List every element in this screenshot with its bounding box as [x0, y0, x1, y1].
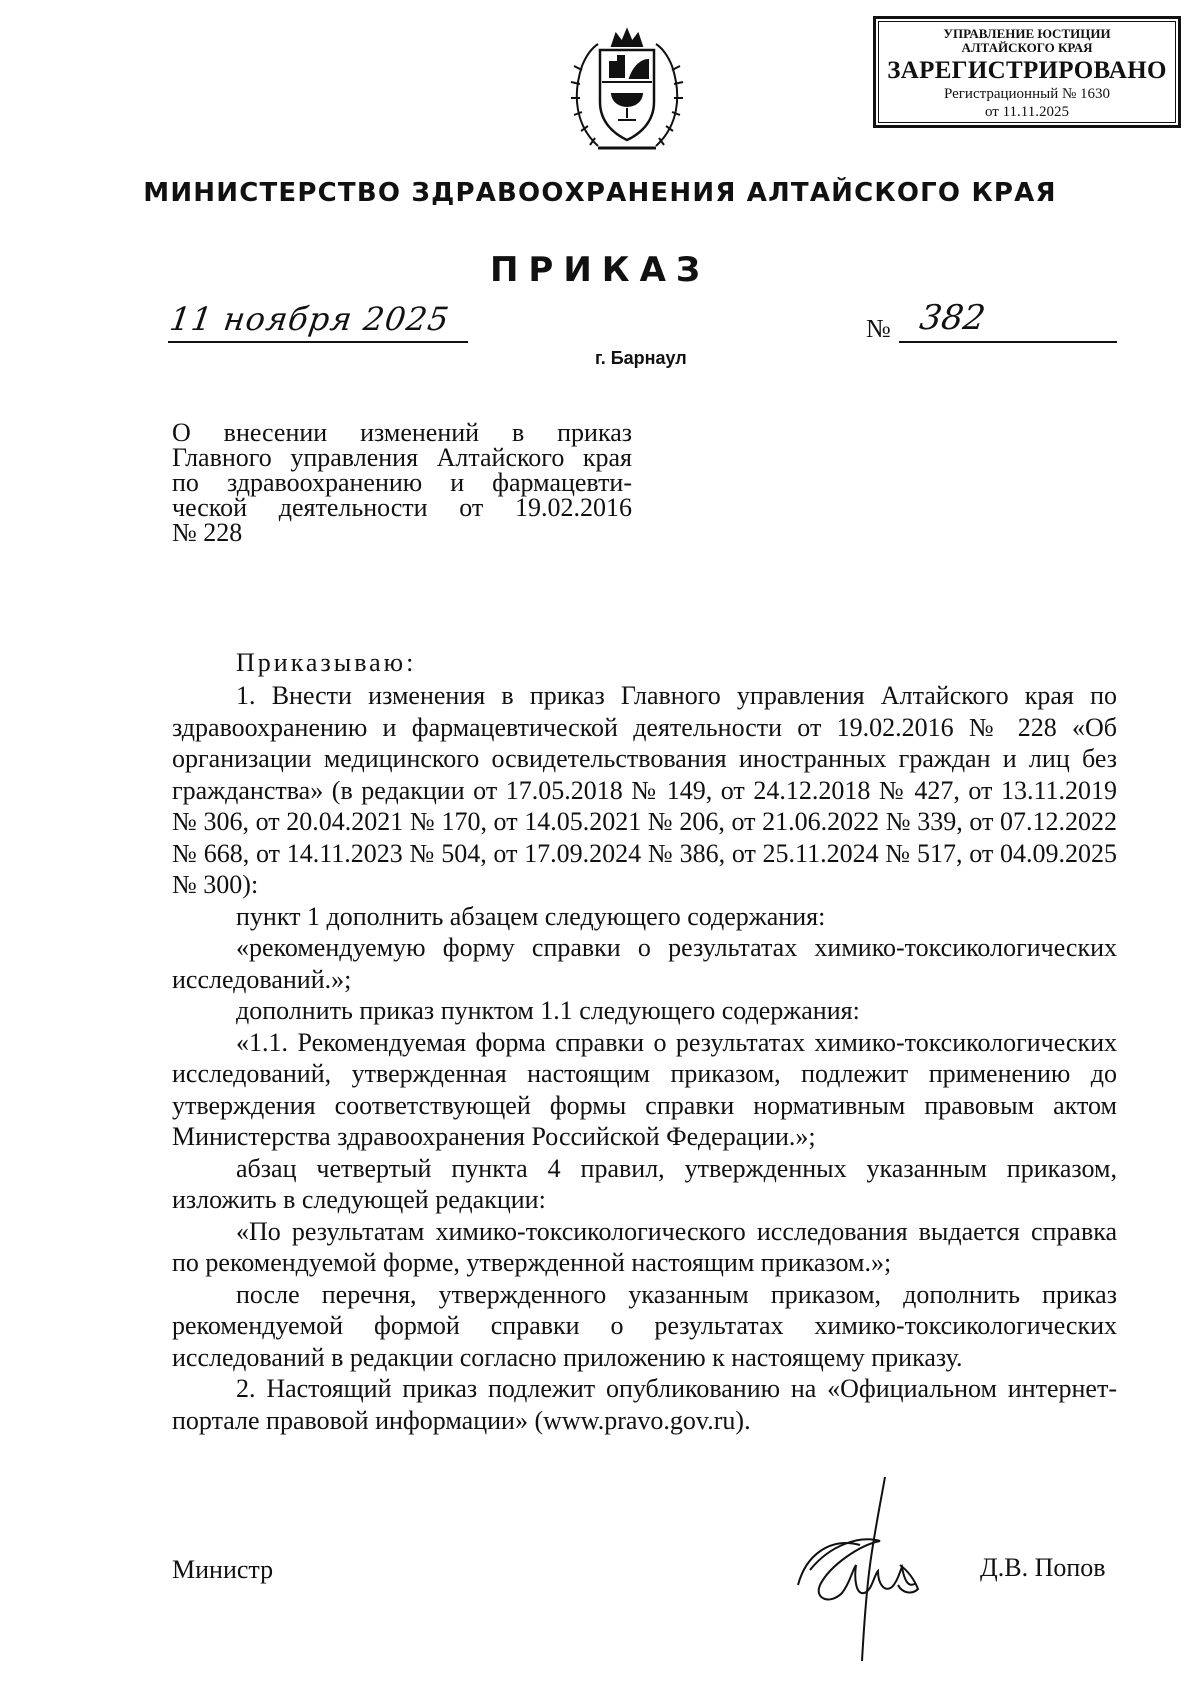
signatory-name: Д.В. Попов: [980, 1553, 1106, 1582]
paragraph: «рекомендуемую форму справки о результатах химико-токсикологических исследований.»;: [172, 933, 1117, 994]
order-word: Приказываю:: [236, 648, 417, 677]
paragraph: «По результатам химико-токсикологического исследования выдается справка по рекомендуемой форме, утвержденной настоящим приказом.»;: [172, 1216, 1117, 1277]
paragraph: дополнить приказ пунктом 1.1 следующего содержания:: [236, 996, 860, 1025]
paragraph: после перечня, утвержденного указанным приказом, дополнить приказ рекомендуемой формой справки о результатах химико-токсикологических исследований в редакции согласно приложению к настоящему приказу.: [172, 1279, 1117, 1372]
document-type: ПРИКАЗ: [489, 250, 711, 290]
number-sign: №: [866, 314, 891, 343]
stamp-reg-date: от 11.11.2025: [985, 104, 1069, 120]
order-body: [172, 680, 1117, 1436]
registration-stamp: [873, 16, 1181, 128]
city: г. Барнаул: [595, 348, 687, 368]
subject-line: ческой деятельности от 19.02.2016: [172, 493, 632, 522]
subject-line: О внесении изменений в приказ: [172, 418, 632, 447]
paragraph: 2. Настоящий приказ подлежит опубликованию на «Официальном интернет-портале правовой информации» (www.pravo.gov.ru).: [172, 1374, 1117, 1435]
subject-line: по здравоохранению и фармацевти-: [172, 468, 632, 497]
ministry-title: МИНИСТЕРСТВО ЗДРАВООХРАНЕНИЯ АЛТАЙСКОГО КРАЯ: [143, 178, 1057, 208]
subject-line: № 228: [172, 518, 243, 547]
number-underline: [899, 341, 1117, 343]
stamp-registered: ЗАРЕГИСТРИРОВАНО: [887, 57, 1167, 84]
stamp-org-line2: АЛТАЙСКОГО КРАЯ: [961, 40, 1093, 55]
signature-icon: [790, 1475, 950, 1665]
paragraph: «1.1. Рекомендуемая форма справки о результатах химико-токсикологических исследований, утвержденная настоящим приказом, подлежит применению до утверждения соответствующей формы справки нормативным правовым актом Министерства здравоохранения Российской Федерации.»;: [172, 1027, 1117, 1151]
paragraph: абзац четвертый пункта 4 правил, утвержденных указанным приказом, изложить в следующей редакции:: [172, 1153, 1117, 1214]
stamp-reg-number: Регистрационный № 1630: [943, 86, 1111, 102]
order-subject: [172, 420, 632, 545]
handwritten-date: 11 ноября 2025: [167, 300, 452, 338]
date-underline: [168, 341, 468, 343]
coat-of-arms-icon: [568, 26, 686, 162]
stamp-org-line1: УПРАВЛЕНИЕ ЮСТИЦИИ: [943, 26, 1111, 41]
signatory-position: Министр: [172, 1555, 274, 1584]
paragraph: 1. Внести изменения в приказ Главного управления Алтайского края по здравоохранению и фармацевтической деятельности от 19.02.2016 № 228 «Об организации медицинского освидетельствования иностранных граждан и лиц без гражданства» (в редакции от 17.05.2018 № 149, от 24.12.2018 № 427, от 13.11.2019 № 306, от 20.04.2021 № 170, от 14.05.2021 № 206, от 21.06.2022 № 339, от 07.12.2022 № 668, от 14.11.2023 № 504, от 17.09.2024 № 386, от 25.11.2024 № 517, от 04.09.2025 № 300):: [172, 681, 1117, 899]
subject-line: Главного управления Алтайского края: [172, 443, 632, 472]
handwritten-number: 382: [917, 298, 988, 338]
paragraph: пункт 1 дополнить абзацем следующего содержания:: [236, 901, 826, 931]
